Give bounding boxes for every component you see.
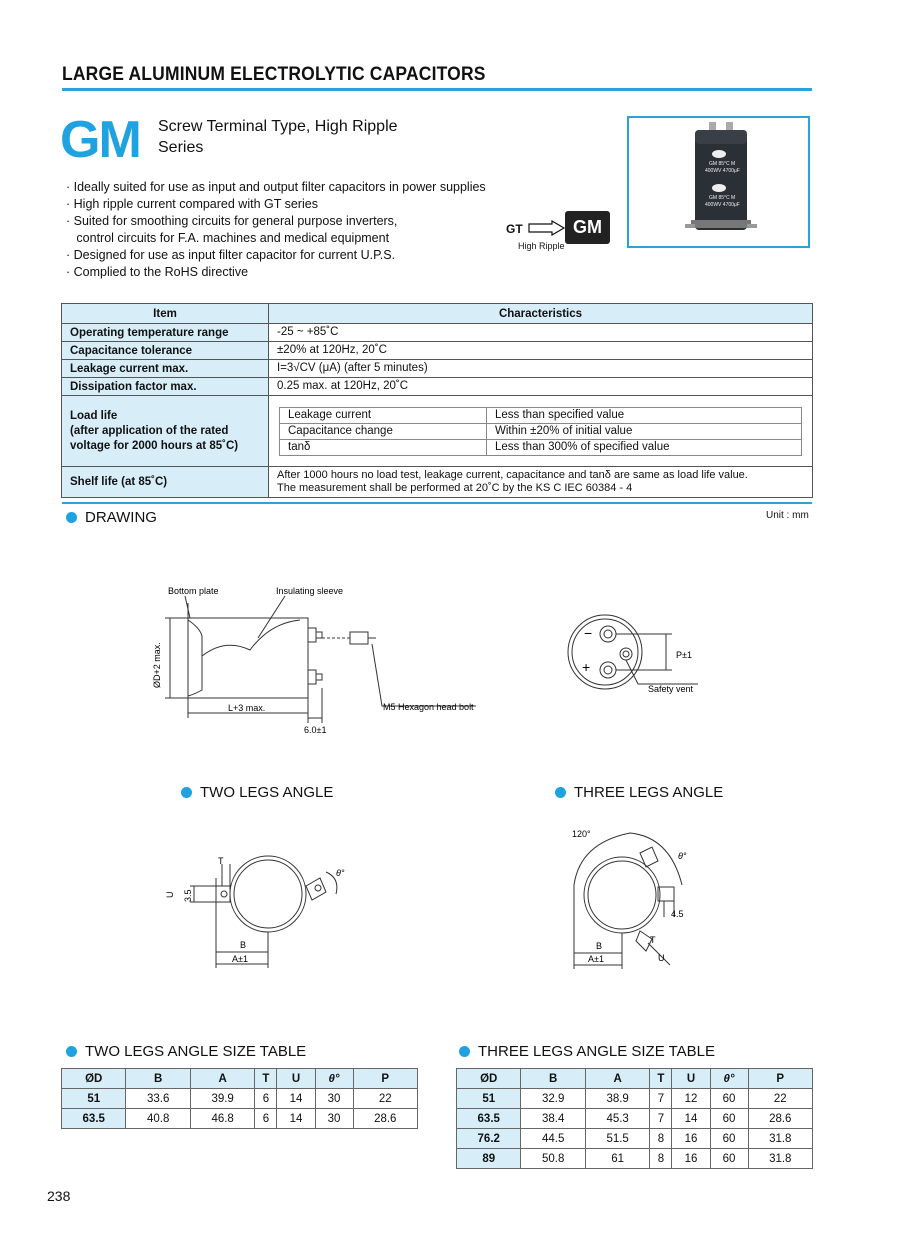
col-header: T — [650, 1069, 672, 1089]
label-B: B — [240, 940, 247, 950]
two-legs-heading: TWO LEGS ANGLE — [181, 784, 333, 801]
spec-item-load-life: Load life (after application of the rated voltage for 2000 hours at 85˚C) — [62, 396, 269, 467]
feature-item: · Suited for smoothing circuits for general purpose inverters, — [66, 214, 398, 228]
page-title: LARGE ALUMINUM ELECTROLYTIC CAPACITORS — [62, 64, 486, 85]
load-life-subtable: Leakage current Less than specified value Capacitance change Within ±20% of initial value tanδ Less than 300% of specified value — [279, 407, 802, 456]
label-spacing: 6.0±1 — [304, 725, 327, 735]
shelf-life-value: After 1000 hours no load test, leakage current, capacitance and tanδ are same as load life value. The measurement shall be performed at 20˚C by the KS C IEC 60384 - 4 — [269, 467, 813, 498]
spec-table — [61, 303, 813, 498]
lineage-to-badge: GM — [565, 211, 610, 244]
capacitor-photo — [629, 118, 808, 246]
bullet-dot-icon — [555, 787, 566, 798]
bullet-dot-icon — [181, 787, 192, 798]
photo-label-top-2: 400WV 4700μF — [705, 168, 740, 174]
series-subtitle: Screw Terminal Type, High Ripple Series — [158, 118, 398, 156]
col-header: ØD — [457, 1069, 521, 1089]
label-A: A±1 — [588, 954, 604, 964]
table-row: 63.5 40.8 46.8 6 14 30 28.6 — [62, 1109, 418, 1129]
label-B: B — [596, 941, 603, 951]
feature-item: control circuits for F.A. machines and medical equipment — [66, 231, 390, 245]
label-U: U — [165, 891, 175, 898]
plus-sign: + — [582, 659, 591, 675]
col-header: T — [255, 1069, 277, 1089]
product-photo-frame — [627, 116, 810, 248]
lineage-from: GT — [506, 222, 523, 236]
arrow-right-icon — [528, 220, 566, 236]
spec-header-item: Item — [62, 304, 269, 324]
three-legs-heading: THREE LEGS ANGLE — [555, 784, 723, 801]
col-header: A — [585, 1069, 649, 1089]
spec-header-characteristics: Characteristics — [269, 304, 813, 324]
table-row: 51 33.6 39.9 6 14 30 22 — [62, 1089, 418, 1109]
col-header: θ° — [710, 1069, 748, 1089]
col-header: U — [277, 1069, 315, 1089]
bullet-dot-icon — [66, 1046, 77, 1057]
three-table-heading: THREE LEGS ANGLE SIZE TABLE — [459, 1043, 715, 1060]
feature-item: · Ideally suited for use as input and output filter capacitors in power supplies — [66, 180, 486, 194]
label-bolt: M5 Hexagon head bolt — [383, 702, 474, 712]
spec-value: I=3√CV (μA) (after 5 minutes) — [269, 360, 813, 378]
label-U: U — [658, 953, 665, 963]
spec-item: Shelf life (at 85˚C) — [62, 467, 269, 498]
photo-label-top: GM 85°C M — [709, 161, 736, 167]
col-header: B — [521, 1069, 585, 1089]
label-insulating-sleeve: Insulating sleeve — [276, 586, 344, 596]
label-safety-vent: Safety vent — [648, 684, 694, 694]
bullet-dot-icon — [459, 1046, 470, 1057]
bullet-dot-icon — [66, 512, 77, 523]
title-rule — [62, 88, 812, 91]
label-bottom-plate: Bottom plate — [168, 586, 219, 596]
label-pitch: P±1 — [676, 650, 692, 660]
spec-item: Leakage current max. — [62, 360, 269, 378]
section-rule — [62, 502, 812, 504]
feature-item: · Complied to the RoHS directive — [66, 265, 249, 279]
table-row: 51 32.9 38.9 7 12 60 22 — [457, 1089, 813, 1109]
feature-item: · Designed for use as input filter capacitor for current U.P.S. — [66, 248, 396, 262]
col-header: U — [672, 1069, 710, 1089]
col-header: P — [353, 1069, 417, 1089]
top-view-drawing — [560, 608, 720, 703]
three-legs-drawing — [560, 825, 700, 975]
label-height: 3.5 — [183, 889, 193, 902]
col-header: θ° — [315, 1069, 353, 1089]
label-theta: θ° — [336, 868, 345, 878]
label-T: T — [650, 935, 656, 945]
feature-list — [66, 179, 486, 281]
label-theta: θ° — [678, 851, 687, 861]
lineage-note: High Ripple — [518, 241, 565, 251]
col-header: B — [126, 1069, 190, 1089]
two-legs-size-table — [61, 1068, 418, 1129]
page-number: 238 — [47, 1188, 71, 1204]
label-length: L+3 max. — [228, 703, 266, 713]
label-height: 4.5 — [671, 909, 684, 919]
load-life-detail — [269, 396, 813, 467]
series-code: GM — [60, 111, 140, 169]
photo-label-bottom: GM 85°C M — [709, 195, 736, 201]
label-diameter: ØD+2 max. — [152, 642, 162, 688]
drawing-heading: DRAWING — [66, 509, 157, 526]
label-A: A±1 — [232, 954, 248, 964]
feature-item: · High ripple current compared with GT series — [66, 197, 318, 211]
two-legs-drawing — [160, 848, 360, 973]
spec-item: Capacitance tolerance — [62, 342, 269, 360]
spec-value: -25 ~ +85˚C — [269, 324, 813, 342]
side-view-drawing — [140, 578, 490, 743]
label-angle: 120° — [572, 829, 591, 839]
spec-value: ±20% at 120Hz, 20˚C — [269, 342, 813, 360]
spec-value: 0.25 max. at 120Hz, 20˚C — [269, 378, 813, 396]
spec-item: Dissipation factor max. — [62, 378, 269, 396]
photo-label-bottom-2: 400WV 4700μF — [705, 202, 740, 208]
table-row: 76.2 44.5 51.5 8 16 60 31.8 — [457, 1129, 813, 1149]
two-table-heading: TWO LEGS ANGLE SIZE TABLE — [66, 1043, 306, 1060]
three-legs-size-table — [456, 1068, 813, 1169]
col-header: ØD — [62, 1069, 126, 1089]
col-header: A — [190, 1069, 254, 1089]
col-header: P — [748, 1069, 812, 1089]
unit-note: Unit : mm — [766, 510, 809, 521]
table-row: 63.5 38.4 45.3 7 14 60 28.6 — [457, 1109, 813, 1129]
spec-item: Operating temperature range — [62, 324, 269, 342]
label-T: T — [218, 856, 224, 866]
table-row: 89 50.8 61 8 16 60 31.8 — [457, 1149, 813, 1169]
minus-sign: − — [584, 625, 593, 641]
